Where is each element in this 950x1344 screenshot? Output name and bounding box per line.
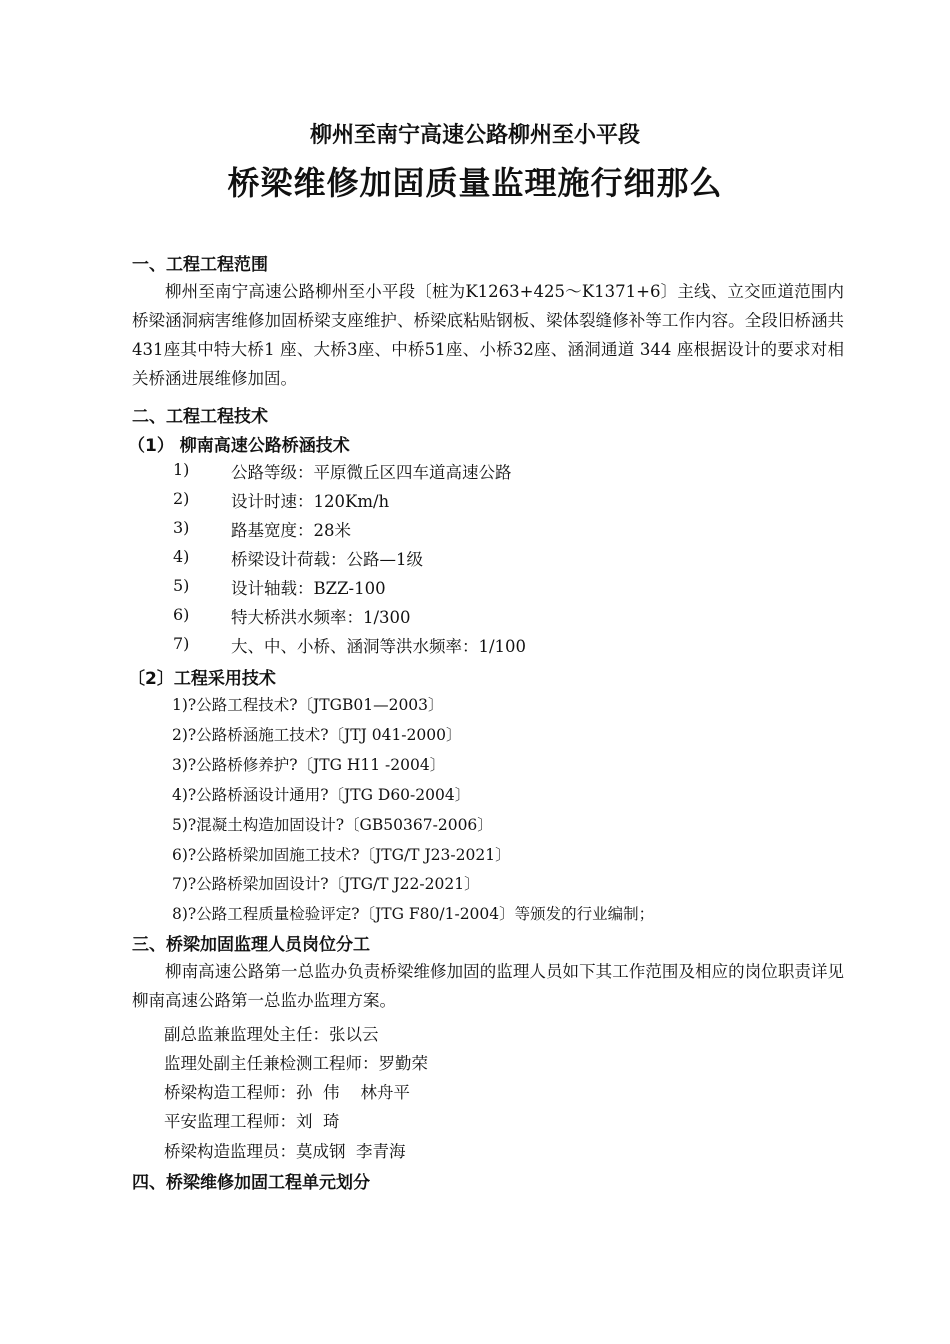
- section-3-paragraph: 柳南高速公路第一总监办负责桥梁维修加固的监理人员如下其工作范围及相应的岗位职责详见柳南高速公路第一总监办监理方案。: [132, 962, 844, 1010]
- staff-line: 平安监理工程师：刘 琦: [164, 1112, 340, 1131]
- tech-item-text: 大、中、小桥、涵洞等洪水频率：1/100: [231, 637, 527, 656]
- tech-item-num: 4): [173, 547, 190, 566]
- tech-item-text: 公路等级：平原微丘区四车道高速公路: [231, 463, 512, 482]
- section-3-heading: 三、桥梁加固监理人员岗位分工: [132, 935, 370, 955]
- spec-item: 7)?公路桥梁加固设计?〔JTG/T J22-2021〕: [172, 875, 480, 893]
- spec-item: 3)?公路桥修养护?〔JTG H11 -2004〕: [172, 756, 446, 774]
- staff-line: 桥梁构造工程师：孙 伟 林舟平: [164, 1083, 410, 1102]
- section-2-heading: 二、工程工程技术: [132, 407, 268, 427]
- staff-line: 副总监兼监理处主任：张以云: [164, 1025, 379, 1044]
- section-1-heading: 一、工程工程范围: [132, 255, 268, 275]
- document-title: 桥梁维修加固质量监理施行细那么: [227, 164, 723, 202]
- tech-item-num: 1): [173, 460, 190, 479]
- tech-item-text: 特大桥洪水频率：1/300: [231, 608, 411, 627]
- section-1-paragraph: 柳州至南宁高速公路柳州至小平段〔桩为K1263+425～K1371+6〕主线、立交匝道范围内桥梁涵洞病害维修加固桥梁支座维护、桥梁底粘贴钢板、梁体裂缝修补等工作内容。全段旧桥涵共431座其中特大桥1 座、大桥3座、中桥51座、小桥32座、涵洞通道 344 座根据设计的要求对相关桥涵进展维修加固。: [132, 282, 844, 388]
- tech-item-num: 6): [173, 605, 190, 624]
- spec-item: 2)?公路桥涵施工技术?〔JTJ 041-2000〕: [172, 726, 462, 744]
- spec-item: 1)?公路工程技术?〔JTGB01—2003〕: [172, 696, 444, 714]
- tech-item-num: 7): [173, 634, 190, 653]
- staff-line: 监理处副主任兼检测工程师：罗勤荣: [164, 1054, 428, 1073]
- section-2-subheading-2: 〔2〕工程采用技术: [128, 669, 276, 689]
- tech-item-text: 设计时速：120Km/h: [231, 492, 390, 511]
- tech-item-num: 5): [173, 576, 190, 595]
- document-subtitle: 柳州至南宁高速公路柳州至小平段: [309, 123, 640, 148]
- tech-item-num: 3): [173, 518, 190, 537]
- tech-item-text: 桥梁设计荷载：公路—1级: [231, 550, 423, 569]
- section-2-subheading-1: （1） 柳南高速公路桥涵技术: [128, 436, 350, 456]
- tech-item-text: 设计轴载：BZZ-100: [231, 579, 386, 598]
- staff-line: 桥梁构造监理员：莫成钢 李青海: [164, 1142, 406, 1161]
- spec-item: 8)?公路工程质量检验评定?〔JTG F80/1-2004〕等颁发的行业编制；: [172, 905, 655, 923]
- section-4-heading: 四、桥梁维修加固工程单元划分: [132, 1173, 370, 1193]
- tech-item-text: 路基宽度：28米: [231, 521, 351, 540]
- tech-item-num: 2): [173, 489, 190, 508]
- spec-item: 6)?公路桥梁加固施工技术?〔JTG/T J23-2021〕: [172, 846, 511, 864]
- spec-item: 4)?公路桥涵设计通用?〔JTG D60-2004〕: [172, 786, 471, 804]
- spec-item: 5)?混凝土构造加固设计?〔GB50367-2006〕: [172, 816, 493, 834]
